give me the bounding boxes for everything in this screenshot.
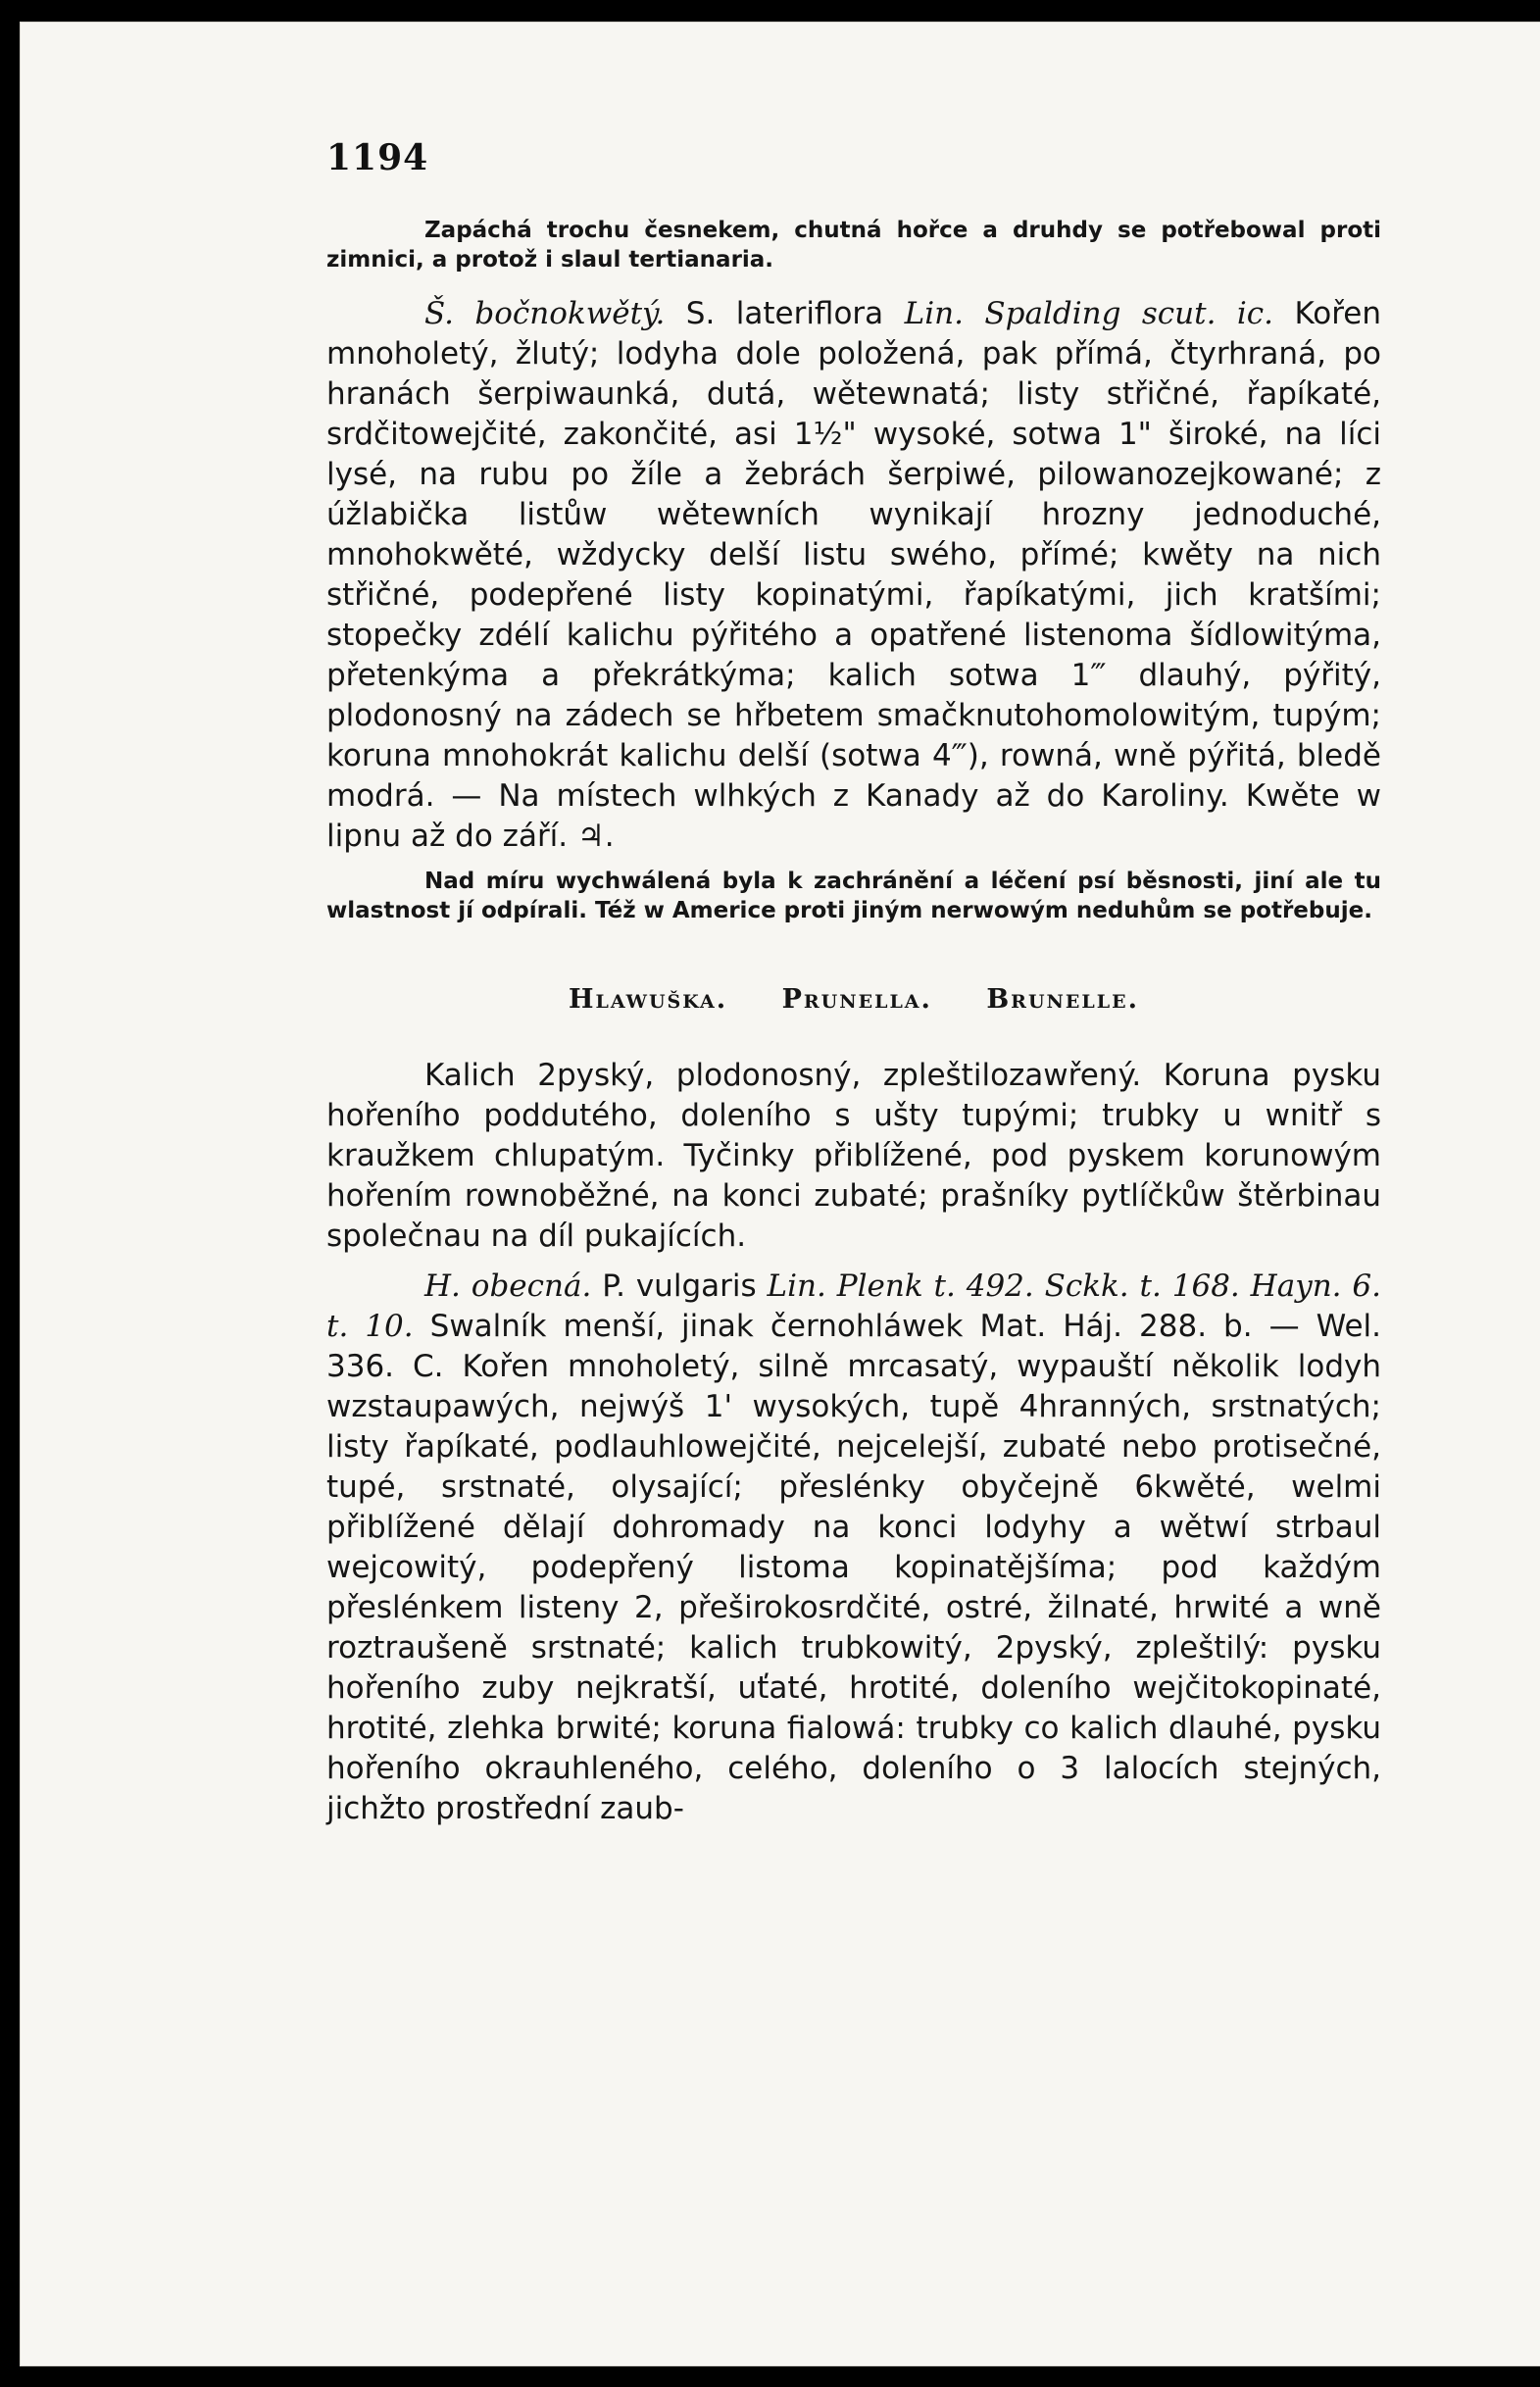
genus-heading xyxy=(326,984,1381,1015)
species2-description: Kořen mnoholetý, silně mrcasatý, wypauští několik lodyh wzstaupawých, nejwýš 1' wysokých, tupě 4hranných, srstnatých; listy řapíkaté, podlauhlowejčité, nejcelejší, zubaté nebo protisečné, tupé, srstnaté, olysající; přeslénky obyčejně 6kwěté, welmi přiblížené dělají dohromady na konci lodyhy a wětwí strbaul wejcowitý, podepřený listoma kopinatějšíma; pod každým přeslénkem listeny 2, přeširokosrdčité, ostré, žilnaté, hrwité a wně roztraušeně srstnaté; kalich trubkowitý, 2pyský, zpleštilý: pysku hořeního zuby nejkratší, uťaté, hrotité, doleního wejčitokopinaté, hrotité, zlehka brwité; koruna fialowá: trubky co kalich dlauhé, pysku hořeního okrauhleného, celého, doleního o 3 lalocích stejných, jichžto prostřední zaub- xyxy=(326,1349,1381,1826)
species-authority: Lin. xyxy=(904,296,964,331)
species-czech-name: Š. bočnokwětý. xyxy=(424,296,666,331)
genus-latin-name: Prunella. xyxy=(781,984,932,1015)
page-number: 1194 xyxy=(326,137,429,178)
species-latin-name: S. lateriflora xyxy=(685,296,884,331)
page-body xyxy=(326,216,1381,1829)
species2-vernacular: Swalník menší, jinak černohláwek Mat. Háj. 288. b. — Wel. 336. C. xyxy=(326,1309,1381,1384)
genus-czech-name: Hlawuška. xyxy=(568,984,728,1015)
genus-french-name: Brunelle. xyxy=(986,984,1139,1015)
intro-note: Zapáchá trochu česnekem, chutná hořce a druhdy se potřebowal proti zimnici, a protož i slaul tertianaria. xyxy=(326,218,1381,273)
species2-czech-name: H. obecná. xyxy=(424,1268,592,1304)
species-reference: Spalding scut. ic. xyxy=(984,296,1274,331)
species-description: Kořen mnoholetý, žlutý; lodyha dole položená, pak přímá, čtyrhraná, po hranách šerpiwaunká, dutá, wětewnatá; listy střičné, řapíkaté, srdčitowejčité, zakončité, asi 1½" wysoké, sotwa 1" široké, na líci lysé, na rubu po žíle a žebrách šerpiwé, pilowanozejkowané; z úžlabička listůw wětewních wynikají hrozny jednoduché, mnohokwěté, wždycky delší listu swého, přímé; kwěty na nich střičné, podepřené listy kopinatými, řapíkatými, jich kratšími; stopečky zdélí kalichu pýřitého a opatřené listenoma šídlowitýma, přetenkýma a překrátkýma; kalich sotwa 1‴ dlauhý, pýřitý, plodonosný na zádech se hřbetem smačknutohomolowitým, tupým; koruna mnohokrát kalichu delší (sotwa 4‴), rowná, wně pýřitá, bledě modrá. — Na místech wlhkých z Kanady až do Karoliny. Kwěte w lipnu až do září. ♃. xyxy=(326,296,1382,854)
species2-references: Lin. Plenk t. 492. Sckk. t. 168. Hayn. 6. t. 10. xyxy=(326,1268,1382,1344)
genus-description: Kalich 2pyský, plodonosný, zpleštilozawřený. Koruna pysku hořeního poddutého, doleního s ušty tupými; trubky u wnitř s kraužkem chlupatým. Tyčinky přiblížené, pod pyskem korunowým hořením rownoběžné, na konci zubaté; prašníky pytlíčkůw štěrbinau společnau na díl pukajících. xyxy=(326,1058,1381,1254)
species-entry-vulgaris xyxy=(326,1267,1381,1829)
species-entry-lateriflora xyxy=(326,294,1381,857)
species2-latin-name: P. vulgaris xyxy=(602,1268,757,1304)
species-note: Nad míru wychwálená byla k zachránění a léčení psí běsnosti, jiní ale tu wlastnost jí odpírali. Též w Americe proti jiným nerwowým neduhům se potřebuje. xyxy=(326,869,1381,923)
